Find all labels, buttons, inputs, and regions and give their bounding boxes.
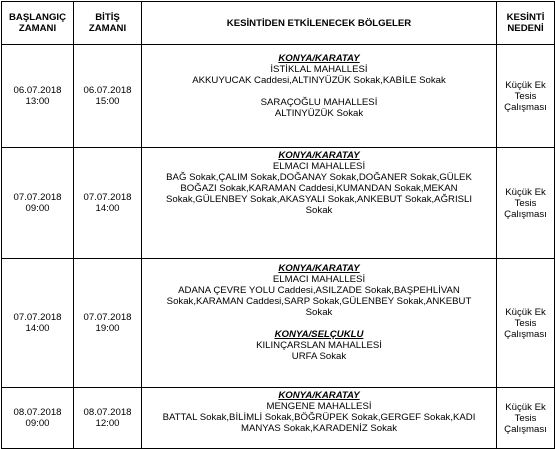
- zone-group: [142, 263, 496, 318]
- zone-city: KONYA/KARATAY: [278, 263, 360, 274]
- start-time-cell: 08.07.2018 09:00: [2, 388, 74, 449]
- zone-group: [142, 329, 496, 362]
- start-time-cell: 06.07.2018 13:00: [2, 45, 74, 148]
- reason-cell: Küçük Ek Tesis Çalışması: [497, 45, 555, 148]
- header-end-time: BİTİŞ ZAMANI: [74, 2, 142, 45]
- end-time-cell: 08.07.2018 12:00: [74, 388, 142, 449]
- end-time-cell: 06.07.2018 15:00: [74, 45, 142, 148]
- zone-line: Sokak,GÜLENBEY Sokak,AKASYALI Sokak,ANKEBUT Sokak,AĞRISLI: [165, 194, 473, 205]
- end-time-cell: 07.07.2018 19:00: [74, 259, 142, 388]
- zone-line: ELMACI MAHALLESİ: [272, 161, 366, 172]
- outage-table: [1, 1, 555, 449]
- zone-line: Sokak: [305, 205, 333, 216]
- zone-city: KONYA/KARATAY: [278, 390, 360, 401]
- zone-line: AKKUYUCAK Caddesi,ALTINYÜZÜK Sokak,KABİLE Sokak: [192, 75, 446, 86]
- zone-city: KONYA/KARATAY: [278, 150, 360, 161]
- table-row: [2, 259, 555, 388]
- zone-line: Sokak,KARAMAN Caddesi,SARP Sokak,GÜLENBEY Sokak,ANKEBUT: [166, 296, 472, 307]
- zone-line: MANYAS Sokak,KARADENİZ Sokak: [240, 423, 398, 434]
- start-time-cell: 07.07.2018 09:00: [2, 148, 74, 259]
- start-time-cell: 07.07.2018 14:00: [2, 259, 74, 388]
- header-start-time: BAŞLANGIÇ ZAMANI: [2, 2, 74, 45]
- zone-group: [142, 390, 496, 434]
- zone-line: ALTINYÜZÜK Sokak: [274, 108, 364, 119]
- zone-line: BOĞAZI Sokak,KARAMAN Caddesi,KUMANDAN Sokak,MEKAN: [180, 183, 458, 194]
- regions-cell: [142, 45, 497, 148]
- reason-cell: Küçük Ek Tesis Çalışması: [497, 259, 555, 388]
- regions-cell: [142, 388, 497, 449]
- header-row: [2, 2, 555, 45]
- zone-line: Sokak: [305, 307, 333, 318]
- table-row: [2, 45, 555, 148]
- reason-cell: Küçük Ek Tesis Çalışması: [497, 388, 555, 449]
- zone-line: URFA Sokak: [291, 351, 347, 362]
- zone-city: KONYA/SELÇUKLU: [274, 329, 364, 340]
- zone-line: BATTAL Sokak,BİLİMLİ Sokak,BÖĞRÜPEK Sokak,GERGEF Sokak,KADI: [162, 412, 476, 423]
- zone-line: ELMACI MAHALLESİ: [272, 274, 366, 285]
- header-reason: KESİNTİ NEDENİ: [497, 2, 555, 45]
- zone-group: [142, 97, 496, 119]
- table-row: [2, 388, 555, 449]
- zone-line: SARAÇOĞLU MAHALLESİ: [260, 97, 378, 108]
- zone-city: KONYA/KARATAY: [278, 53, 360, 64]
- header-affected-regions: KESİNTİDEN ETKİLENECEK BÖLGELER: [142, 2, 497, 45]
- zone-line: KILINÇARSLAN MAHALLESİ: [256, 340, 382, 351]
- zone-line: MENGENE MAHALLESİ: [266, 401, 372, 412]
- zone-group: [142, 150, 496, 216]
- regions-cell: [142, 259, 497, 388]
- zone-group: [142, 53, 496, 86]
- reason-cell: Küçük Ek Tesis Çalışması: [497, 148, 555, 259]
- end-time-cell: 07.07.2018 14:00: [74, 148, 142, 259]
- table-row: [2, 148, 555, 259]
- zone-line: BAĞ Sokak,ÇALIM Sokak,DOĞANAY Sokak,DOĞANER Sokak,GÜLEK: [166, 172, 472, 183]
- regions-cell: [142, 148, 497, 259]
- zone-line: ADANA ÇEVRE YOLU Caddesi,ASILZADE Sokak,BAŞPEHLİVAN: [178, 285, 460, 296]
- zone-line: İSTİKLAL MAHALLESİ: [270, 64, 368, 75]
